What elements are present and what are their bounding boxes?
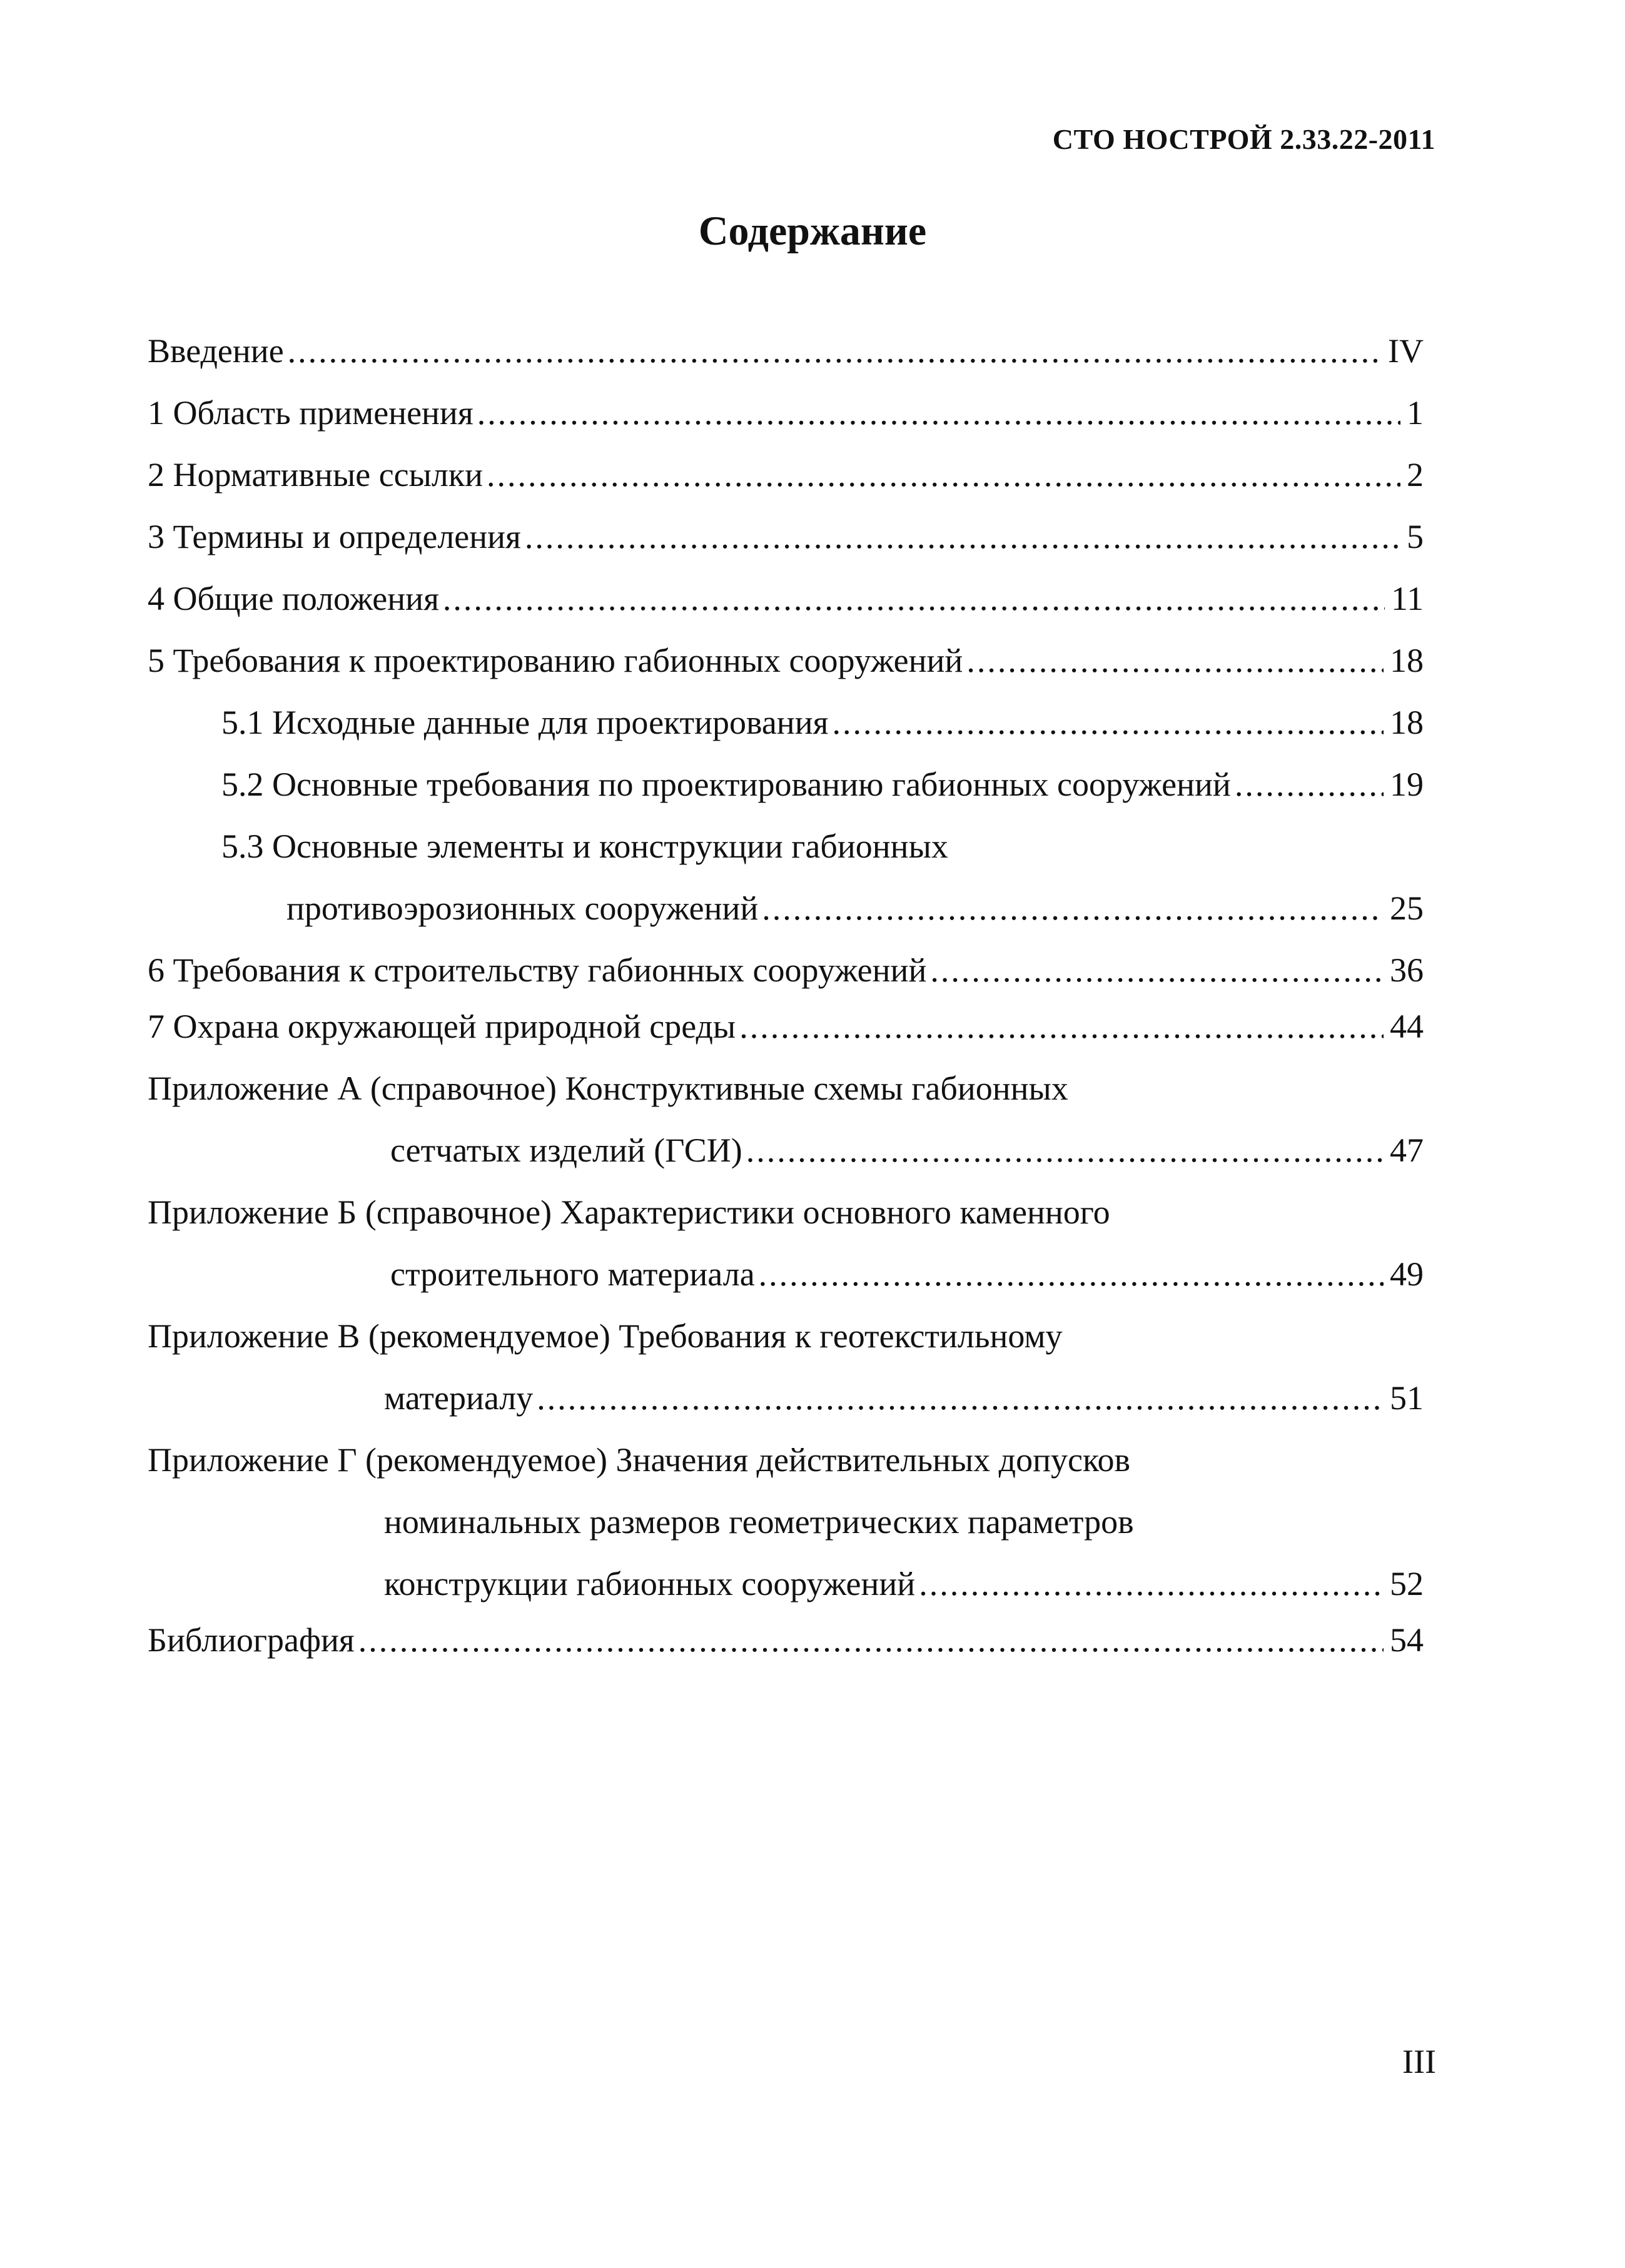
toc-entry-page: 11 <box>1391 580 1424 617</box>
page-title: Содержание <box>698 208 927 254</box>
toc-entry-page: 1 <box>1407 394 1424 432</box>
toc-leader-dots <box>832 701 1384 744</box>
toc-entry-label: 5.2 Основные требования по проектированию габионных сооружений <box>221 766 1231 803</box>
toc-entry-label: 5 Требования к проектированию габионных сооружений <box>148 642 963 679</box>
toc-entry-page: 2 <box>1407 456 1424 494</box>
toc-entry-label: сетчатых изделий (ГСИ) <box>390 1131 742 1169</box>
toc-entry-label: 5.1 Исходные данные для проектирования <box>221 704 829 741</box>
toc-leader-dots <box>919 1562 1384 1606</box>
toc-leader-dots <box>966 639 1384 682</box>
toc-entry-page: 18 <box>1390 642 1424 679</box>
toc-leader-dots <box>759 1252 1384 1296</box>
toc-leader-dots <box>930 948 1384 992</box>
toc-entry-label: 4 Общие положения <box>148 580 439 617</box>
toc-entry-2[interactable] <box>148 453 1424 497</box>
toc-entry-page: 54 <box>1390 1621 1424 1659</box>
toc-entry-5[interactable] <box>148 639 1424 682</box>
document-code: СТО НОСТРОЙ 2.33.22-2011 <box>1052 123 1435 155</box>
table-of-contents <box>148 0 1424 2268</box>
toc-entry-label: Приложение Г (рекомендуемое) Значения действительных допусков <box>148 1441 1130 1479</box>
toc-entry-label: 5.3 Основные элементы и конструкции габионных <box>221 828 948 865</box>
toc-leader-dots <box>746 1128 1384 1172</box>
toc-entry-label: противоэрозионных сооружений <box>286 889 759 927</box>
toc-entry-appendix-a-cont[interactable] <box>390 1128 1424 1172</box>
toc-entry-1[interactable] <box>148 391 1424 435</box>
toc-entry-appendix-g-cont-2[interactable] <box>384 1562 1424 1606</box>
toc-leader-dots <box>443 577 1385 620</box>
toc-entry-page: 44 <box>1390 1008 1424 1045</box>
toc-entry-label: 2 Нормативные ссылки <box>148 456 483 494</box>
toc-leader-dots <box>762 886 1384 930</box>
toc-leader-dots <box>477 391 1400 435</box>
toc-entry-7[interactable] <box>148 1005 1424 1048</box>
toc-entry-5-2[interactable] <box>221 762 1424 806</box>
toc-entry-label: 1 Область применения <box>148 394 473 432</box>
toc-entry-page: 19 <box>1390 766 1424 803</box>
toc-entry-page: 49 <box>1390 1255 1424 1293</box>
toc-entry-label: материалу <box>384 1379 534 1417</box>
toc-entry-5-3-cont[interactable] <box>286 886 1424 930</box>
toc-entry-label: Приложение В (рекомендуемое) Требования к геотекстильному <box>148 1317 1063 1355</box>
toc-entry-label: конструкции габионных сооружений <box>384 1565 916 1602</box>
toc-entry-label: 3 Термины и определения <box>148 518 521 555</box>
toc-entry-5-1[interactable] <box>221 701 1424 744</box>
toc-leader-dots <box>487 453 1400 497</box>
toc-entry-label: строительного материала <box>390 1255 755 1293</box>
toc-entry-4[interactable] <box>148 577 1424 620</box>
toc-entry-appendix-g[interactable] <box>148 1438 1424 1482</box>
toc-entry-bibliography[interactable] <box>148 1618 1424 1662</box>
toc-leader-dots <box>739 1005 1384 1048</box>
toc-leader-dots <box>288 329 1382 373</box>
toc-entry-label: Приложение А (справочное) Конструктивные схемы габионных <box>148 1070 1068 1107</box>
toc-leader-dots <box>358 1618 1384 1662</box>
toc-entry-5-3[interactable] <box>221 824 1424 868</box>
toc-entry-page: 51 <box>1390 1379 1424 1417</box>
toc-entry-introduction[interactable] <box>148 329 1424 373</box>
toc-entry-3[interactable] <box>148 515 1424 559</box>
toc-entry-appendix-v[interactable] <box>148 1314 1424 1358</box>
toc-entry-label: Библиография <box>148 1621 355 1659</box>
toc-entry-page: 36 <box>1390 951 1424 989</box>
toc-entry-page: 47 <box>1390 1131 1424 1169</box>
toc-entry-appendix-b[interactable] <box>148 1190 1424 1234</box>
toc-entry-appendix-b-cont[interactable] <box>390 1252 1424 1296</box>
page-number: III <box>1402 2043 1436 2080</box>
toc-entry-label: Введение <box>148 332 284 370</box>
toc-entry-page: 18 <box>1390 704 1424 741</box>
toc-entry-6[interactable] <box>148 948 1424 992</box>
toc-entry-page: 52 <box>1390 1565 1424 1602</box>
toc-entry-page: 5 <box>1407 518 1424 555</box>
toc-leader-dots <box>537 1376 1384 1420</box>
toc-leader-dots <box>1235 762 1384 806</box>
toc-entry-page: IV <box>1388 332 1424 370</box>
toc-entry-appendix-v-cont[interactable] <box>384 1376 1424 1420</box>
toc-entry-label: 6 Требования к строительству габионных сооружений <box>148 951 927 989</box>
toc-entry-label: Приложение Б (справочное) Характеристики основного каменного <box>148 1193 1110 1231</box>
toc-entry-page: 25 <box>1390 889 1424 927</box>
toc-entry-appendix-g-cont-1[interactable] <box>384 1500 1424 1544</box>
toc-entry-label: 7 Охрана окружающей природной среды <box>148 1008 736 1045</box>
toc-leader-dots <box>525 515 1400 559</box>
toc-entry-appendix-a[interactable] <box>148 1066 1424 1110</box>
toc-entry-label: номинальных размеров геометрических параметров <box>384 1503 1134 1541</box>
